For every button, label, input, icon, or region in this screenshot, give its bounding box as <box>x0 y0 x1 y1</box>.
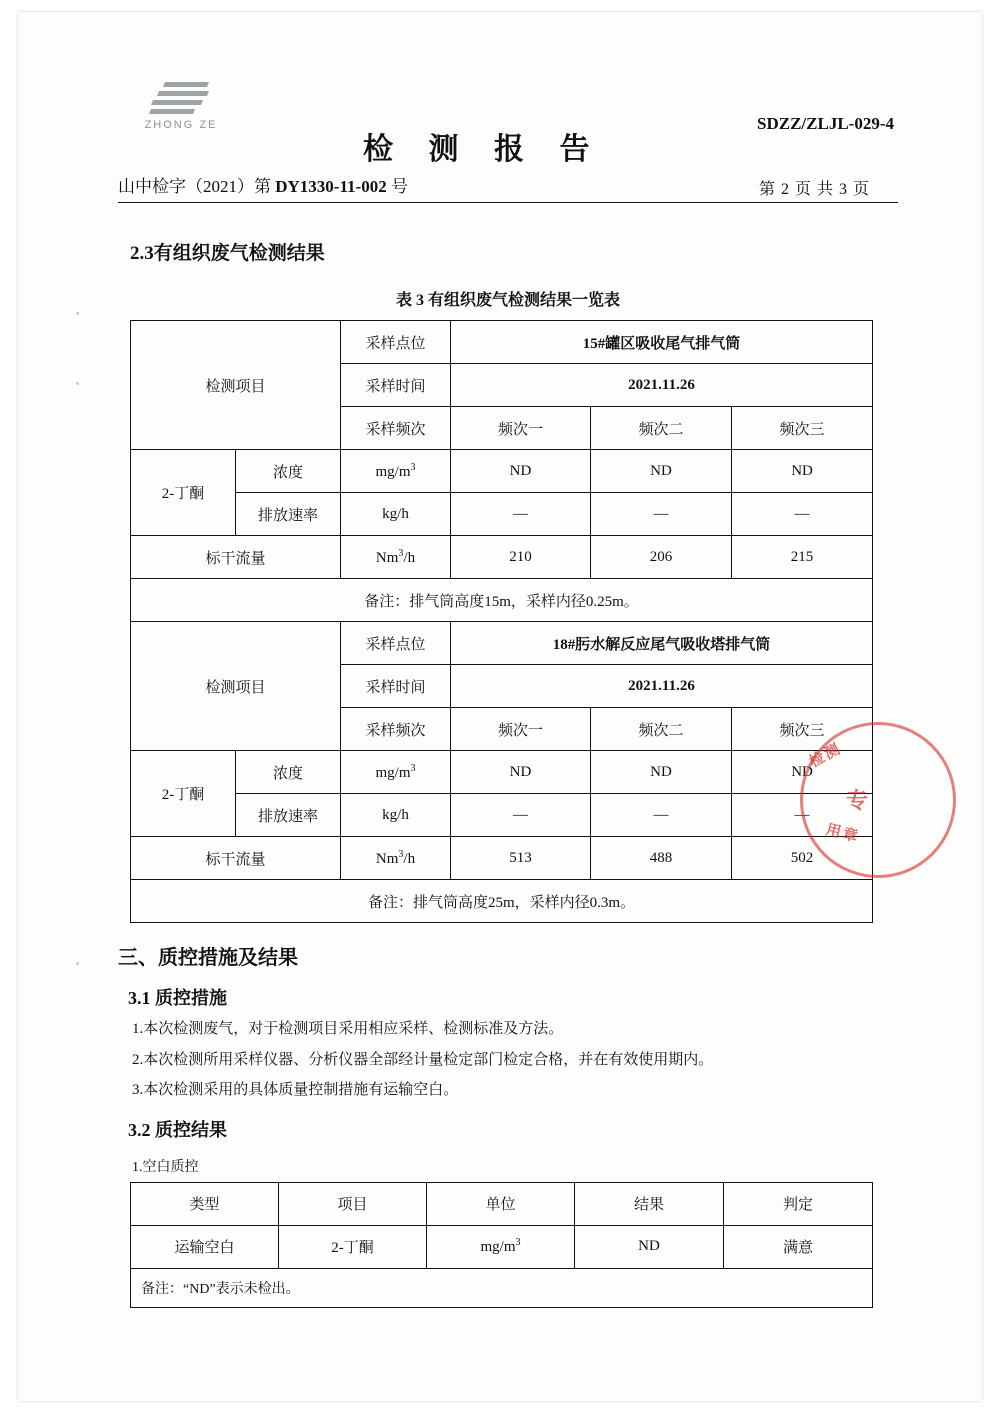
table-header-row <box>131 1182 873 1225</box>
table-row <box>131 450 873 493</box>
emission-table-block-2 <box>130 621 873 923</box>
cell-time-label: 采样时间 <box>341 665 451 708</box>
cell-unit-conc: $mg/m^3$ <box>341 751 451 794</box>
cell-flow-label: 标干流量 <box>131 837 341 880</box>
emission-table-block-1 <box>130 320 873 622</box>
section-heading-3: 三、质控措施及结果 <box>118 947 298 969</box>
cell-freq-3: 频次三 <box>732 708 873 751</box>
table-row <box>131 536 873 579</box>
cell-conc-2: ND <box>591 751 732 794</box>
table-row <box>131 579 873 622</box>
table-row <box>131 880 873 923</box>
qc-measure-item-3: 3.本次检测采用的具体质量控制措施有运输空白。 <box>132 1082 459 1098</box>
page-title: 检 测 报 告 <box>363 133 604 166</box>
cell-unit-rate: kg/h <box>341 794 451 837</box>
cell-unit-flow: Nm$^3$/h <box>341 536 451 579</box>
cell-time-value: 2021.11.26 <box>451 364 873 407</box>
table-caption-3: 表 3 有组织废气检测结果一览表 <box>395 292 620 309</box>
cell-rate-1: — <box>451 493 591 536</box>
cell-point-value: 15#罐区吸收尾气排气筒 <box>451 321 873 364</box>
cell-point-label: 采样点位 <box>341 321 451 364</box>
table-row <box>131 321 873 364</box>
cell-unit-flow: Nm$^3$/h <box>341 837 451 880</box>
cell-analyte: 2-丁酮 <box>131 751 236 837</box>
cell-freq-1: 频次一 <box>451 708 591 751</box>
cell-conc-3: ND <box>732 751 873 794</box>
qc-header-judgement: 判定 <box>724 1182 873 1225</box>
paper-sheet <box>18 12 982 1401</box>
cell-analyte: 2-丁酮 <box>131 450 236 536</box>
cell-item-label: 检测项目 <box>131 622 341 751</box>
page-number: 第 2 页 共 3 页 <box>758 181 870 198</box>
section-heading-3-2: 3.2 质控结果 <box>128 1119 227 1140</box>
qc-result-label: 1.空白质控 <box>132 1159 199 1175</box>
qc-result-table <box>130 1182 873 1308</box>
table-row <box>131 1225 873 1268</box>
cell-rate-1: — <box>451 794 591 837</box>
table-row <box>131 1268 873 1307</box>
table-row <box>131 493 873 536</box>
table-row <box>131 837 873 880</box>
cell-flow-1: 513 <box>451 837 591 880</box>
section-heading-3-1: 3.1 质控措施 <box>128 988 227 1008</box>
cell-freq-2: 频次二 <box>591 708 732 751</box>
header-divider <box>118 202 898 203</box>
report-number <box>118 172 408 197</box>
qc-header-type: 类型 <box>131 1182 279 1225</box>
cell-rate-3: — <box>732 493 873 536</box>
cell-conc-1: ND <box>451 751 591 794</box>
qc-measure-item-1: 1.本次检测废气，对于检测项目采用相应采样、检测标准及方法。 <box>132 1021 564 1037</box>
qc-header-result: 结果 <box>575 1182 724 1225</box>
cell-point-label: 采样点位 <box>341 622 451 665</box>
cell-rate-2: — <box>591 493 732 536</box>
cell-flow-3: 502 <box>732 837 873 880</box>
cell-freq-2: 频次二 <box>591 407 732 450</box>
cell-time-label: 采样时间 <box>341 364 451 407</box>
document-header <box>118 62 898 212</box>
cell-freq-3: 频次三 <box>732 407 873 450</box>
cell-concentration-label: 浓度 <box>236 751 341 794</box>
cell-rate-2: — <box>591 794 732 837</box>
cell-unit-conc: $mg/m^3$ <box>341 450 451 493</box>
cell-time-value: 2021.11.26 <box>451 665 873 708</box>
page-content <box>118 62 898 1308</box>
cell-rate-label: 排放速率 <box>236 794 341 837</box>
cell-note: 备注：排气筒高度15m，采样内径0.25m。 <box>131 579 873 622</box>
cell-flow-2: 206 <box>591 536 732 579</box>
table-row <box>131 751 873 794</box>
cell-freq-label: 采样频次 <box>341 708 451 751</box>
qc-cell-result: ND <box>575 1225 724 1268</box>
stamp-text-2: 专 <box>846 788 871 813</box>
cell-rate-label: 排放速率 <box>236 493 341 536</box>
qc-measure-item-2: 2.本次检测所用采样仪器、分析仪器全部经计量检定部门检定合格，并在有效使用期内。 <box>132 1051 714 1068</box>
cell-conc-3: ND <box>732 450 873 493</box>
qc-header-item: 项目 <box>279 1182 427 1225</box>
cell-concentration-label: 浓度 <box>236 450 341 493</box>
company-logo <box>136 80 226 131</box>
cell-flow-1: 210 <box>451 536 591 579</box>
table-row <box>131 622 873 665</box>
cell-conc-2: ND <box>591 450 732 493</box>
report-number-prefix: 山中检字（2021）第 <box>118 177 276 196</box>
qc-cell-item: 2-丁酮 <box>279 1225 427 1268</box>
cell-flow-label: 标干流量 <box>131 536 341 579</box>
report-number-suffix: 号 <box>386 177 408 196</box>
document-code: SDZZ/ZLJL-029-4 <box>757 114 894 133</box>
qc-cell-type: 运输空白 <box>131 1225 279 1268</box>
cell-point-value: 18#肟水解反应尾气吸收塔排气筒 <box>451 622 873 665</box>
qc-header-unit: 单位 <box>427 1182 575 1225</box>
cell-conc-1: ND <box>451 450 591 493</box>
qc-cell-note: 备注：“ND”表示未检出。 <box>131 1268 873 1307</box>
logo-mark-icon <box>150 80 212 116</box>
stamp-text-3: 用章 <box>824 822 862 846</box>
table-row <box>131 794 873 837</box>
qc-cell-unit: $mg/m^3$ <box>427 1225 575 1268</box>
cell-flow-2: 488 <box>591 837 732 880</box>
cell-rate-3: — <box>732 794 873 837</box>
qc-cell-judgement: 满意 <box>724 1225 873 1268</box>
cell-item-label: 检测项目 <box>131 321 341 450</box>
cell-unit-rate: kg/h <box>341 493 451 536</box>
stamp-text-1: 检测 <box>806 740 845 771</box>
cell-note: 备注：排气筒高度25m，采样内径0.3m。 <box>131 880 873 923</box>
cell-flow-3: 215 <box>732 536 873 579</box>
section-heading-2-3: 2.3有组织废气检测结果 <box>130 243 325 264</box>
logo-text: ZHONG ZE <box>144 119 218 131</box>
cell-freq-1: 频次一 <box>451 407 591 450</box>
report-number-value: DY1330-11-002 <box>275 177 387 196</box>
cell-freq-label: 采样频次 <box>341 407 451 450</box>
